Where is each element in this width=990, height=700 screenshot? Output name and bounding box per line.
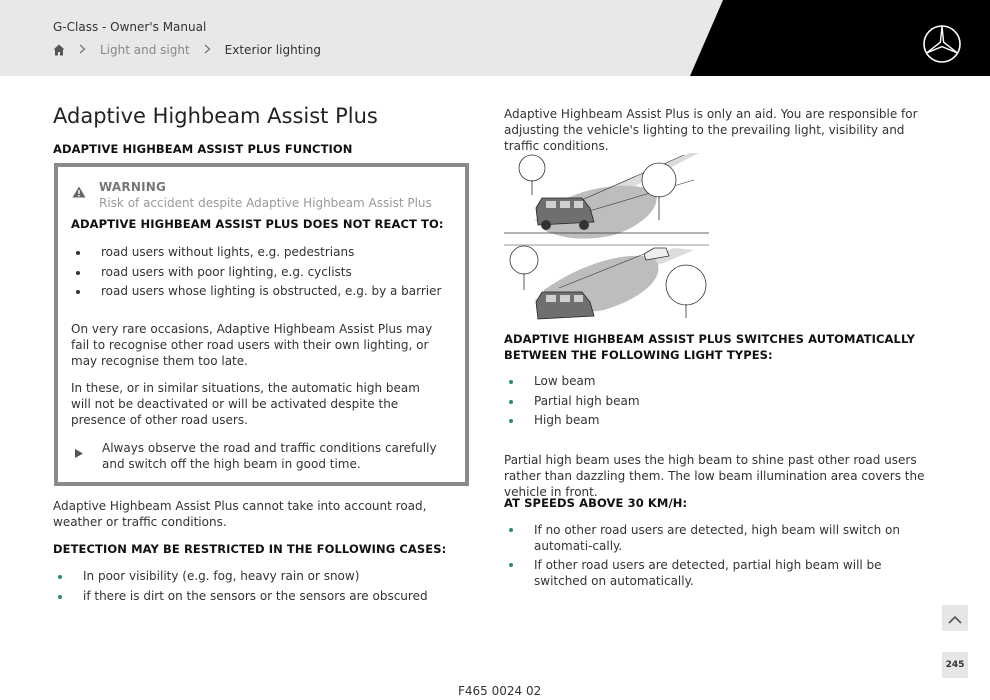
list-item: Partial high beam xyxy=(504,392,640,412)
detection-heading: DETECTION MAY BE RESTRICTED IN THE FOLLOWING CASES: xyxy=(53,542,447,556)
warning-title: WARNING xyxy=(99,180,167,194)
highbeam-illustration xyxy=(504,150,714,320)
scroll-top-button[interactable] xyxy=(942,605,968,631)
warning-paragraph-1: On very rare occasions, Adaptive Highbeam Assist Plus may fail to recognise other road users with their own lighting, or may recognise them too late. xyxy=(71,322,433,368)
bullet-icon xyxy=(509,563,513,567)
warning-triangle-icon xyxy=(72,183,86,195)
detection-list xyxy=(53,567,428,606)
bullet-icon xyxy=(509,419,513,423)
bullet-icon xyxy=(509,528,513,532)
home-icon[interactable] xyxy=(53,44,65,56)
warning-heading: ADAPTIVE HIGHBEAM ASSIST PLUS DOES NOT REACT TO: xyxy=(71,217,444,231)
bullet-icon xyxy=(76,251,80,255)
bullet-icon xyxy=(76,271,80,275)
light-types-list xyxy=(504,372,640,431)
bullet-icon xyxy=(76,290,80,294)
instruction-text: Always observe the road and traffic conditions carefully and switch off the high beam in good time. xyxy=(102,441,437,471)
image-reference-code: F465 0024 02 xyxy=(458,684,542,698)
list-item: road users whose lighting is obstructed, e.g. by a barrier xyxy=(71,282,441,302)
chevron-right-icon xyxy=(204,44,211,57)
list-item: In poor visibility (e.g. fog, heavy rain or snow) xyxy=(53,567,428,587)
chevron-right-icon xyxy=(79,44,86,57)
bullet-icon xyxy=(58,575,62,579)
breadcrumb-exterior-lighting[interactable]: Exterior lighting xyxy=(224,43,321,57)
list-item: road users with poor lighting, e.g. cyclists xyxy=(71,263,441,283)
aid-paragraph: Adaptive Highbeam Assist Plus is only an aid. You are responsible for adjusting the vehicle's lighting to the prevailing light, visibility and traffic conditions. xyxy=(504,107,918,153)
page-number-button[interactable]: 245 xyxy=(942,652,968,678)
breadcrumb-light-and-sight[interactable]: Light and sight xyxy=(100,43,190,57)
speed-list xyxy=(504,522,924,592)
bullet-icon xyxy=(509,380,513,384)
speed-heading: AT SPEEDS ABOVE 30 KM/H: xyxy=(504,496,688,510)
limitation-paragraph: Adaptive Highbeam Assist Plus cannot take into account road, weather or traffic conditions. xyxy=(53,499,427,529)
list-item: If no other road users are detected, high beam will switch on automati-cally. xyxy=(504,522,924,554)
switch-heading: ADAPTIVE HIGHBEAM ASSIST PLUS SWITCHES AUTOMATICALLY BETWEEN THE FOLLOWING LIGHT TYPES: xyxy=(504,332,916,362)
bullet-icon xyxy=(58,595,62,599)
partial-beam-paragraph: Partial high beam uses the high beam to shine past other road users rather than dazzling them. The low beam illumination area covers the vehicle in front. xyxy=(504,453,925,499)
page-title: Adaptive Highbeam Assist Plus xyxy=(53,104,378,128)
breadcrumb xyxy=(53,43,321,57)
list-item: if there is dirt on the sensors or the sensors are obscured xyxy=(53,587,428,607)
arrow-right-icon xyxy=(75,443,83,452)
warning-list xyxy=(71,243,441,302)
function-heading: ADAPTIVE HIGHBEAM ASSIST PLUS FUNCTION xyxy=(53,142,353,156)
mercedes-star-icon xyxy=(922,24,962,64)
list-item: Low beam xyxy=(504,372,640,392)
warning-paragraph-2: In these, or in similar situations, the automatic high beam will not be deactivated or will be activated despite the presence of other road users. xyxy=(71,381,420,427)
list-item: If other road users are detected, partial high beam will be switched on automatically. xyxy=(504,557,924,589)
warning-subtitle: Risk of accident despite Adaptive Highbeam Assist Plus xyxy=(99,196,432,210)
chevron-up-icon xyxy=(948,609,962,628)
warning-box xyxy=(54,163,469,486)
bullet-icon xyxy=(509,400,513,404)
doc-title: G-Class - Owner's Manual xyxy=(53,20,207,34)
list-item: High beam xyxy=(504,411,640,431)
list-item: road users without lights, e.g. pedestrians xyxy=(71,243,441,263)
